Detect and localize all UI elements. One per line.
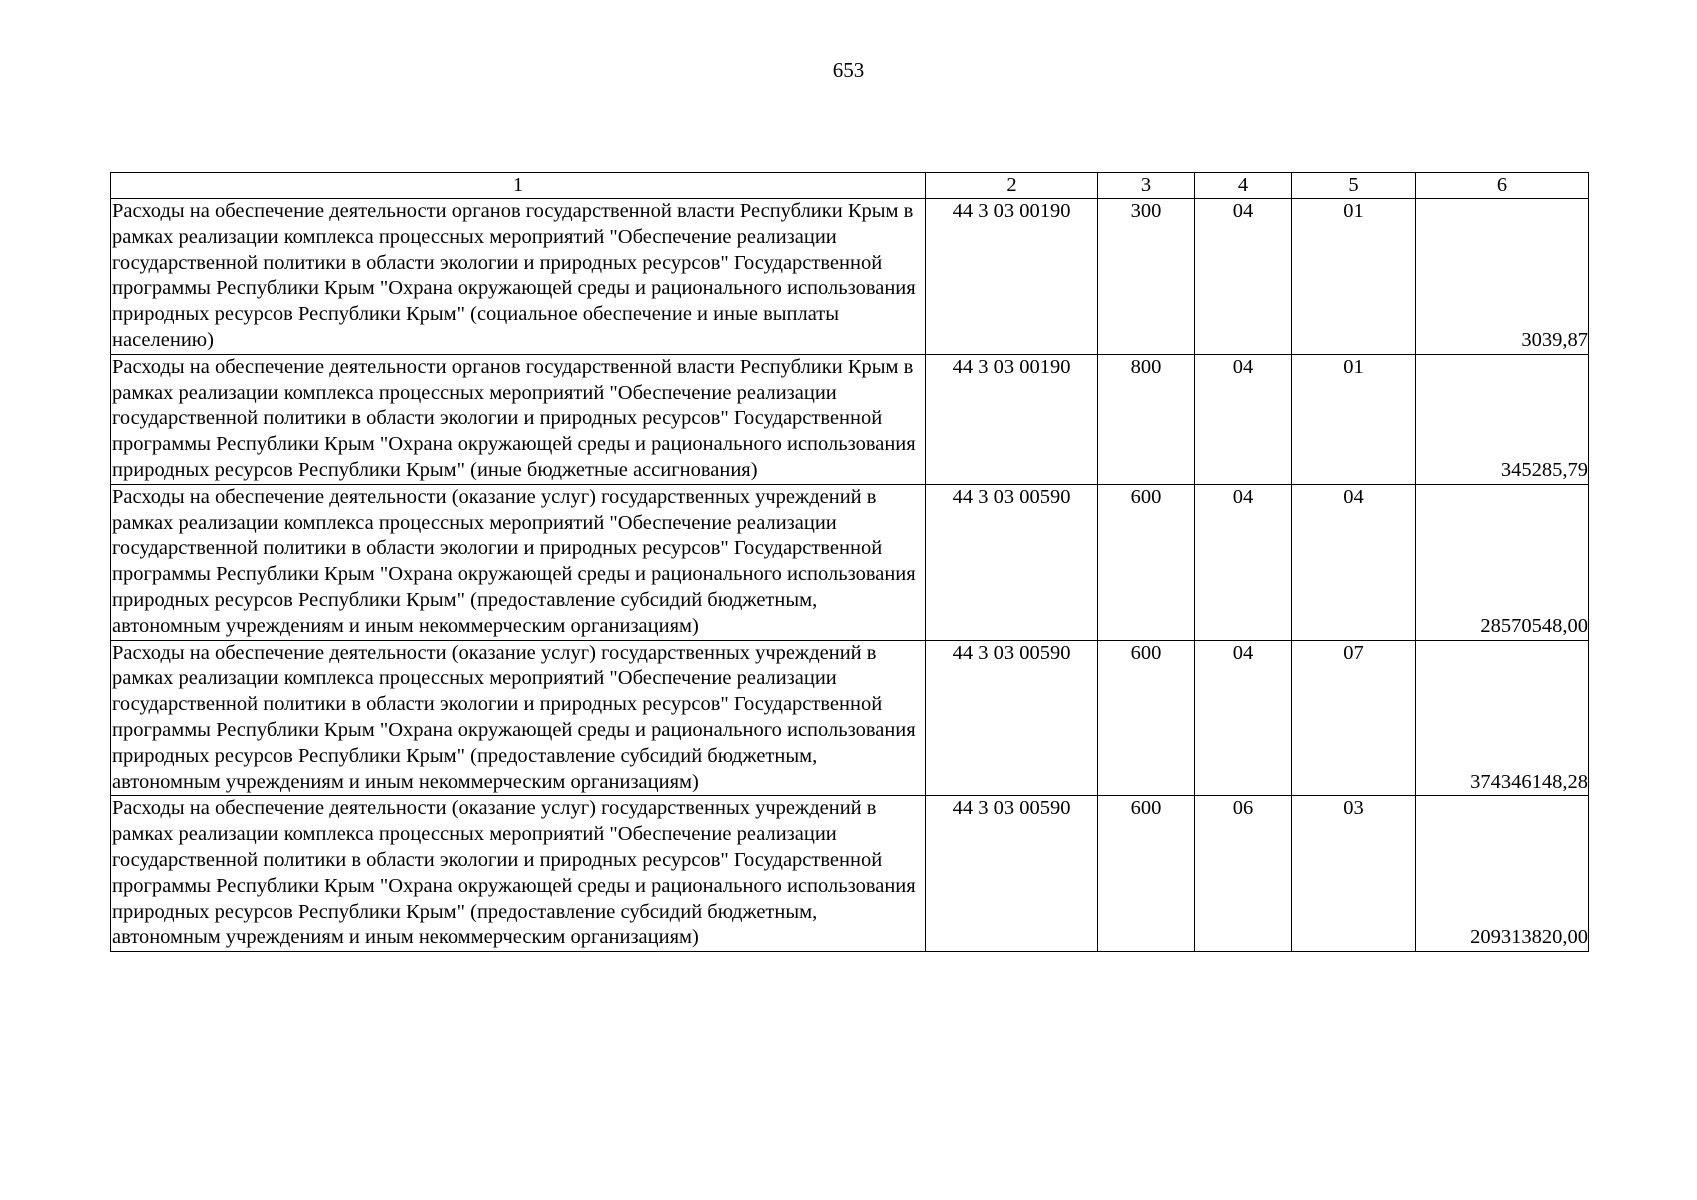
section-code: 04: [1195, 199, 1292, 355]
target-article-code: 44 3 03 00590: [926, 796, 1098, 952]
target-article-code: 44 3 03 00190: [926, 354, 1098, 484]
table-row: [111, 640, 1589, 796]
target-article-code: 44 3 03 00190: [926, 199, 1098, 355]
column-header-5: 5: [1292, 173, 1416, 199]
expense-description: Расходы на обеспечение деятельности органов государственной власти Республики Крым в рамках реализации комплекса процессных мероприятий "Обеспечение реализации государственной политики в области экологии и природных ресурсов" Государственной программы Республики Крым "Охрана окружающей среды и рационального использования природных ресурсов Республики Крым" (иные бюджетные ассигнования): [111, 354, 926, 484]
amount: 28570548,00: [1416, 484, 1589, 640]
expense-type-code: 300: [1098, 199, 1195, 355]
column-header-1: 1: [111, 173, 926, 199]
amount: 374346148,28: [1416, 640, 1589, 796]
section-code: 04: [1195, 354, 1292, 484]
subsection-code: 01: [1292, 354, 1416, 484]
subsection-code: 01: [1292, 199, 1416, 355]
column-header-4: 4: [1195, 173, 1292, 199]
subsection-code: 07: [1292, 640, 1416, 796]
target-article-code: 44 3 03 00590: [926, 484, 1098, 640]
amount: 345285,79: [1416, 354, 1589, 484]
amount: 3039,87: [1416, 199, 1589, 355]
subsection-code: 04: [1292, 484, 1416, 640]
column-header-3: 3: [1098, 173, 1195, 199]
expense-type-code: 600: [1098, 484, 1195, 640]
amount: 209313820,00: [1416, 796, 1589, 952]
section-code: 04: [1195, 640, 1292, 796]
expense-description: Расходы на обеспечение деятельности (оказание услуг) государственных учреждений в рамках реализации комплекса процессных мероприятий "Обеспечение реализации государственной политики в области экологии и природных ресурсов" Государственной программы Республики Крым "Охрана окружающей среды и рационального использования природных ресурсов Республики Крым" (предоставление субсидий бюджетным, автономным учреждениям и иным некоммерческим организациям): [111, 484, 926, 640]
expense-type-code: 600: [1098, 796, 1195, 952]
expense-description: Расходы на обеспечение деятельности (оказание услуг) государственных учреждений в рамках реализации комплекса процессных мероприятий "Обеспечение реализации государственной политики в области экологии и природных ресурсов" Государственной программы Республики Крым "Охрана окружающей среды и рационального использования природных ресурсов Республики Крым" (предоставление субсидий бюджетным, автономным учреждениям и иным некоммерческим организациям): [111, 640, 926, 796]
table-row: [111, 199, 1589, 355]
section-code: 06: [1195, 796, 1292, 952]
table-row: [111, 484, 1589, 640]
subsection-code: 03: [1292, 796, 1416, 952]
section-code: 04: [1195, 484, 1292, 640]
table-row: [111, 354, 1589, 484]
column-header-6: 6: [1416, 173, 1589, 199]
expense-description: Расходы на обеспечение деятельности (оказание услуг) государственных учреждений в рамках реализации комплекса процессных мероприятий "Обеспечение реализации государственной политики в области экологии и природных ресурсов" Государственной программы Республики Крым "Охрана окружающей среды и рационального использования природных ресурсов Республики Крым" (предоставление субсидий бюджетным, автономным учреждениям и иным некоммерческим организациям): [111, 796, 926, 952]
expense-type-code: 800: [1098, 354, 1195, 484]
header-row: [111, 173, 1589, 199]
page-number: 653: [832, 58, 865, 82]
column-header-2: 2: [926, 173, 1098, 199]
table-row: [111, 796, 1589, 952]
target-article-code: 44 3 03 00590: [926, 640, 1098, 796]
budget-table: [110, 172, 1589, 952]
expense-type-code: 600: [1098, 640, 1195, 796]
expense-description: Расходы на обеспечение деятельности органов государственной власти Республики Крым в рамках реализации комплекса процессных мероприятий "Обеспечение реализации государственной политики в области экологии и природных ресурсов" Государственной программы Республики Крым "Охрана окружающей среды и рационального использования природных ресурсов Республики Крым" (социальное обеспечение и иные выплаты населению): [111, 199, 926, 355]
